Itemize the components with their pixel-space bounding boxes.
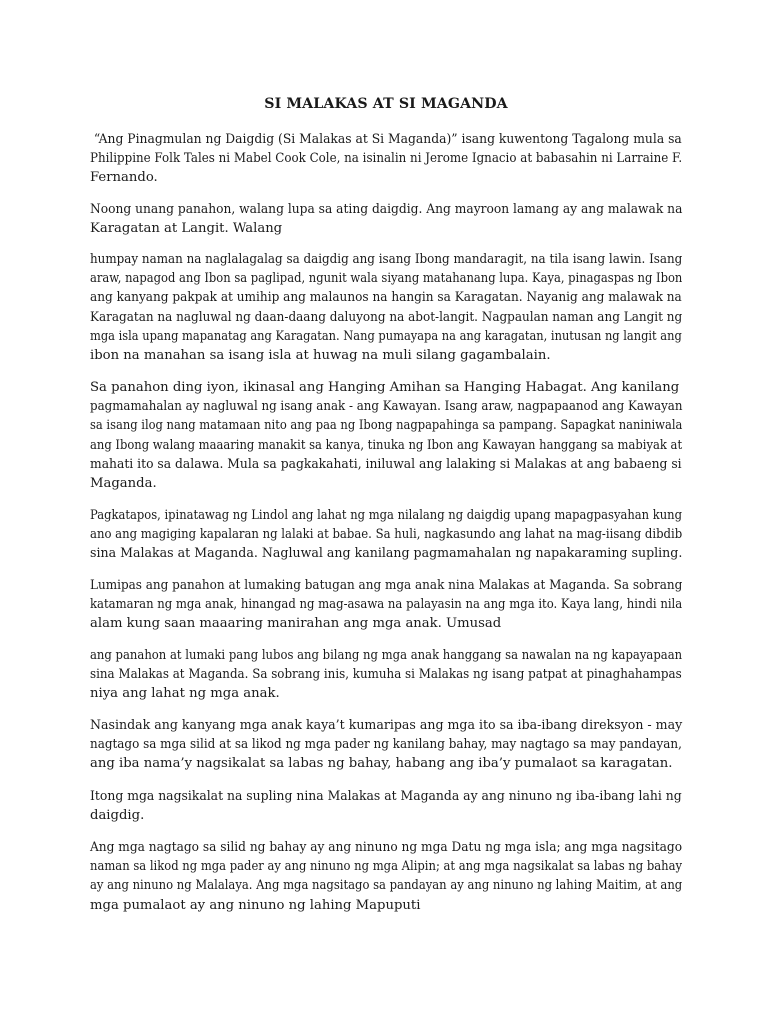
- text-line: Philippine Folk Tales ni Mabel Cook Cole, na isinalin ni Jerome Ignacio at babasahin ni Larraine F.: [90, 151, 683, 167]
- text-line: nagtago sa mga silid at sa likod ng mga pader ng kanilang bahay, may nagtago sa may pandayan,: [90, 737, 682, 753]
- text-line: “Ang Pinagmulan ng Daigdig (Si Malakas at Si Maganda)” isang kuwentong Tagalong mula sa: [90, 132, 682, 147]
- text-line: mga pumalaot ay ang ninuno ng lahing Mapuputi: [90, 897, 421, 913]
- paragraph-3: [90, 250, 682, 365]
- paragraph-9: [90, 787, 682, 825]
- paragraph-6: [90, 576, 682, 634]
- text-line: Maganda.: [90, 475, 157, 491]
- text-line: mahati ito sa dalawa. Mula sa pagkakahati, iniluwal ang lalaking si Malakas at ang babaeng si: [90, 456, 682, 472]
- paragraph-2: [90, 200, 682, 238]
- text-line: ang kanyang pakpak at umihip ang malaunos na hangin sa Karagatan. Nayanig ang malawak na: [90, 290, 682, 306]
- text-line: ay ang ninuno ng Malalaya. Ang mga nagsitago sa pandayan ay ang ninuno ng lahing Maitim, at ang: [90, 878, 683, 894]
- text-line: Karagatan na nagluwal ng daan-daang daluyong na abot-langit. Nagpaulan naman ang Langit ng: [90, 309, 683, 325]
- text-line: katamaran ng mga anak, hinangad ng mag-asawa na palayasin na ang mga ito. Kaya lang, hindi nila: [90, 597, 683, 613]
- text-line: Itong mga nagsikalat na supling nina Malakas at Maganda ay ang ninuno ng iba-ibang lahi ng: [90, 789, 682, 804]
- paragraph-7: [90, 646, 682, 704]
- text-line: ibon na manahan sa isang isla at huwag na muli silang gagambalain.: [90, 347, 551, 363]
- text-line: mga isla upang mapanatag ang Karagatan. Nang pumayapa na ang karagatan, inutusan ng langit ang: [90, 328, 682, 344]
- text-line: daigdig.: [90, 808, 145, 824]
- paragraph-intro: [90, 130, 682, 188]
- text-line: Fernando.: [90, 170, 158, 186]
- text-line: alam kung saan maaaring manirahan ang mga anak. Umusad: [90, 616, 502, 632]
- paragraph-4: [90, 378, 682, 493]
- text-line: Noong unang panahon, walang lupa sa ating daigdig. Ang mayroon lamang ay ang malawak na: [90, 202, 683, 217]
- text-line: sina Malakas at Maganda. Nagluwal ang kanilang pagmamahalan ng napakaraming supling.: [90, 546, 683, 562]
- text-line: sa isang ilog nang matamaan nito ang paa ng Ibong nagpapahinga sa pampang. Sapagkat naniniwala: [90, 418, 683, 434]
- text-line: araw, napagod ang Ibon sa paglipad, ngunit wala siyang matahanang lupa. Kaya, pinagaspas ng Ibon: [90, 271, 683, 287]
- text-line: Karagatan at Langit. Walang: [90, 221, 283, 237]
- text-line: Sa panahon ding iyon, ikinasal ang Hanging Amihan sa Hanging Habagat. Ang kanilang: [90, 380, 680, 395]
- text-line: Lumipas ang panahon at lumaking batugan ang mga anak nina Malakas at Maganda. Sa sobrang: [90, 578, 683, 593]
- text-line: Nasindak ang kanyang mga anak kaya’t kumaripas ang mga ito sa iba-ibang direksyon - may: [90, 718, 683, 733]
- document-title: SI MALAKAS AT SI MAGANDA: [264, 96, 508, 112]
- paragraph-8: [90, 716, 682, 774]
- text-line: niya ang lahat ng mga anak.: [90, 686, 280, 702]
- text-line: Ang mga nagtago sa silid ng bahay ay ang ninuno ng mga Datu ng mga isla; ang mga nagsitago: [90, 840, 683, 855]
- paragraph-10: [90, 838, 682, 915]
- text-line: Pagkatapos, ipinatawag ng Lindol ang lahat ng mga nilalang ng daigdig upang mapagpasyahan kung: [90, 508, 682, 523]
- text-line: naman sa likod ng mga pader ay ang ninuno ng mga Alipin; at ang mga nagsikalat sa labas ng bahay: [90, 859, 683, 875]
- text-line: ang Ibong walang maaaring manakit sa kanya, tinuka ng Ibon ang Kawayan hanggang sa mabiyak at: [90, 437, 683, 453]
- text-line: ang panahon at lumaki pang lubos ang bilang ng mga anak hanggang sa nawalan na ng kapayapaan: [90, 648, 683, 663]
- text-line: pagmamahalan ay nagluwal ng isang anak - ang Kawayan. Isang araw, nagpapaanod ang Kawayan: [90, 399, 683, 415]
- text-line: ang iba nama’y nagsikalat sa labas ng bahay, habang ang iba’y pumalaot sa karagatan.: [90, 756, 673, 772]
- text-line: sina Malakas at Maganda. Sa sobrang inis, kumuha si Malakas ng isang patpat at pinaghahampas: [90, 667, 682, 683]
- text-line: ano ang magiging kapalaran ng lalaki at babae. Sa huli, nagkasundo ang lahat na mag-iisang dibdib: [90, 527, 683, 543]
- text-line: humpay naman na naglalagalag sa daigdig ang isang Ibong mandaragit, na tila isang lawin. Isang: [90, 252, 683, 267]
- paragraph-5: [90, 506, 682, 564]
